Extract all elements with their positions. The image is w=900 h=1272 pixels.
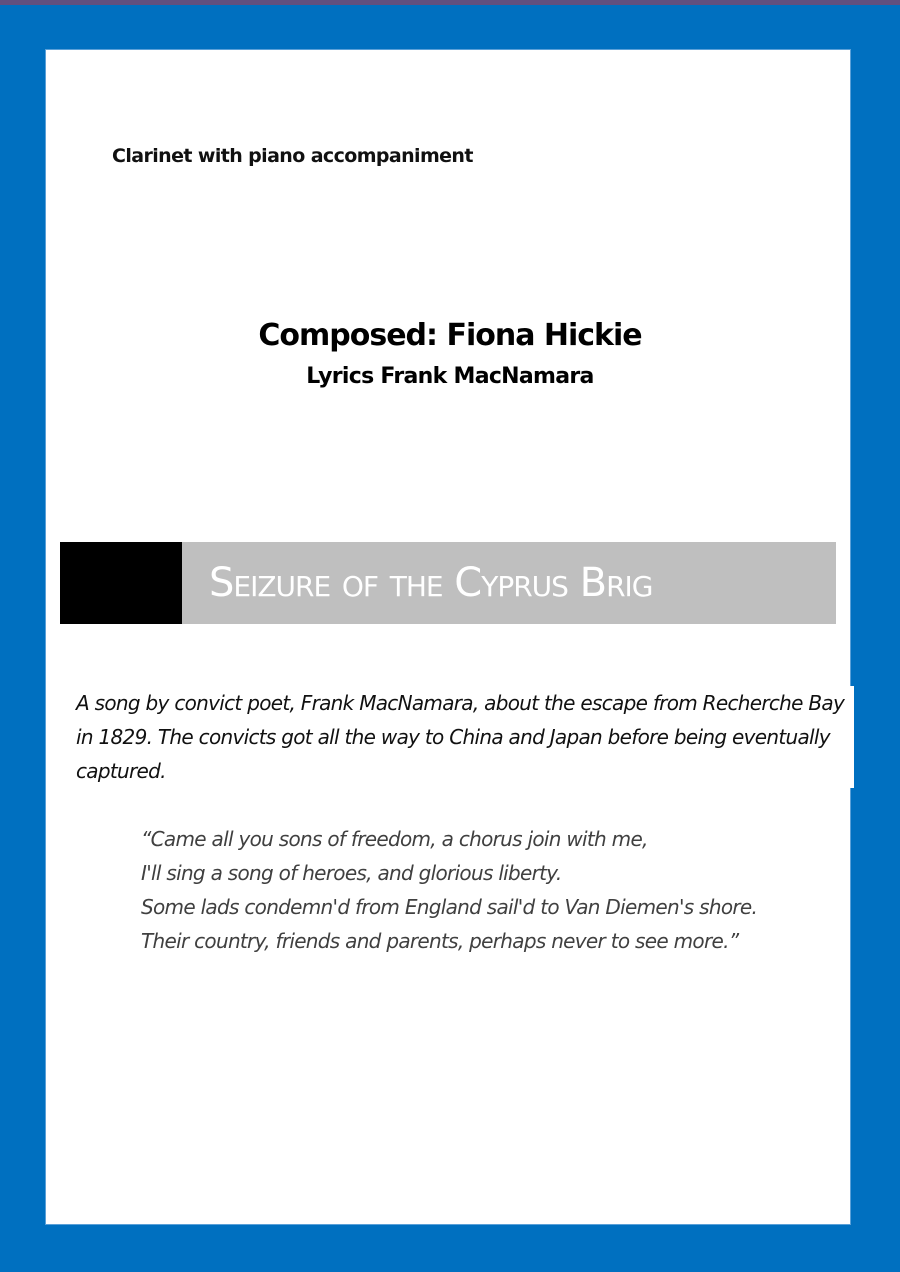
lyricist-credit: Lyrics Frank MacNamara — [306, 364, 594, 389]
cover-page — [46, 50, 850, 1224]
song-title: Seizure of the Cyprus Brig — [209, 560, 653, 606]
title-banner-block — [60, 542, 182, 624]
lyrics-quote — [141, 822, 821, 958]
top-strip — [0, 0, 900, 5]
quote-line: I'll sing a song of heroes, and glorious liberty. — [141, 861, 562, 885]
song-description: A song by convict poet, Frank MacNamara, about the escape from Recherche Bay in 1829. The convicts got all the way to China and Japan before being eventually captured. — [46, 686, 854, 788]
composer-credit: Composed: Fiona Hickie — [258, 318, 642, 353]
quote-line: Their country, friends and parents, perhaps never to see more.” — [141, 929, 739, 953]
quote-line: Some lads condemn'd from England sail'd to Van Diemen's shore. — [141, 895, 758, 919]
instrumentation-label: Clarinet with piano accompaniment — [112, 145, 473, 167]
quote-line: “Came all you sons of freedom, a chorus join with me, — [141, 827, 648, 851]
